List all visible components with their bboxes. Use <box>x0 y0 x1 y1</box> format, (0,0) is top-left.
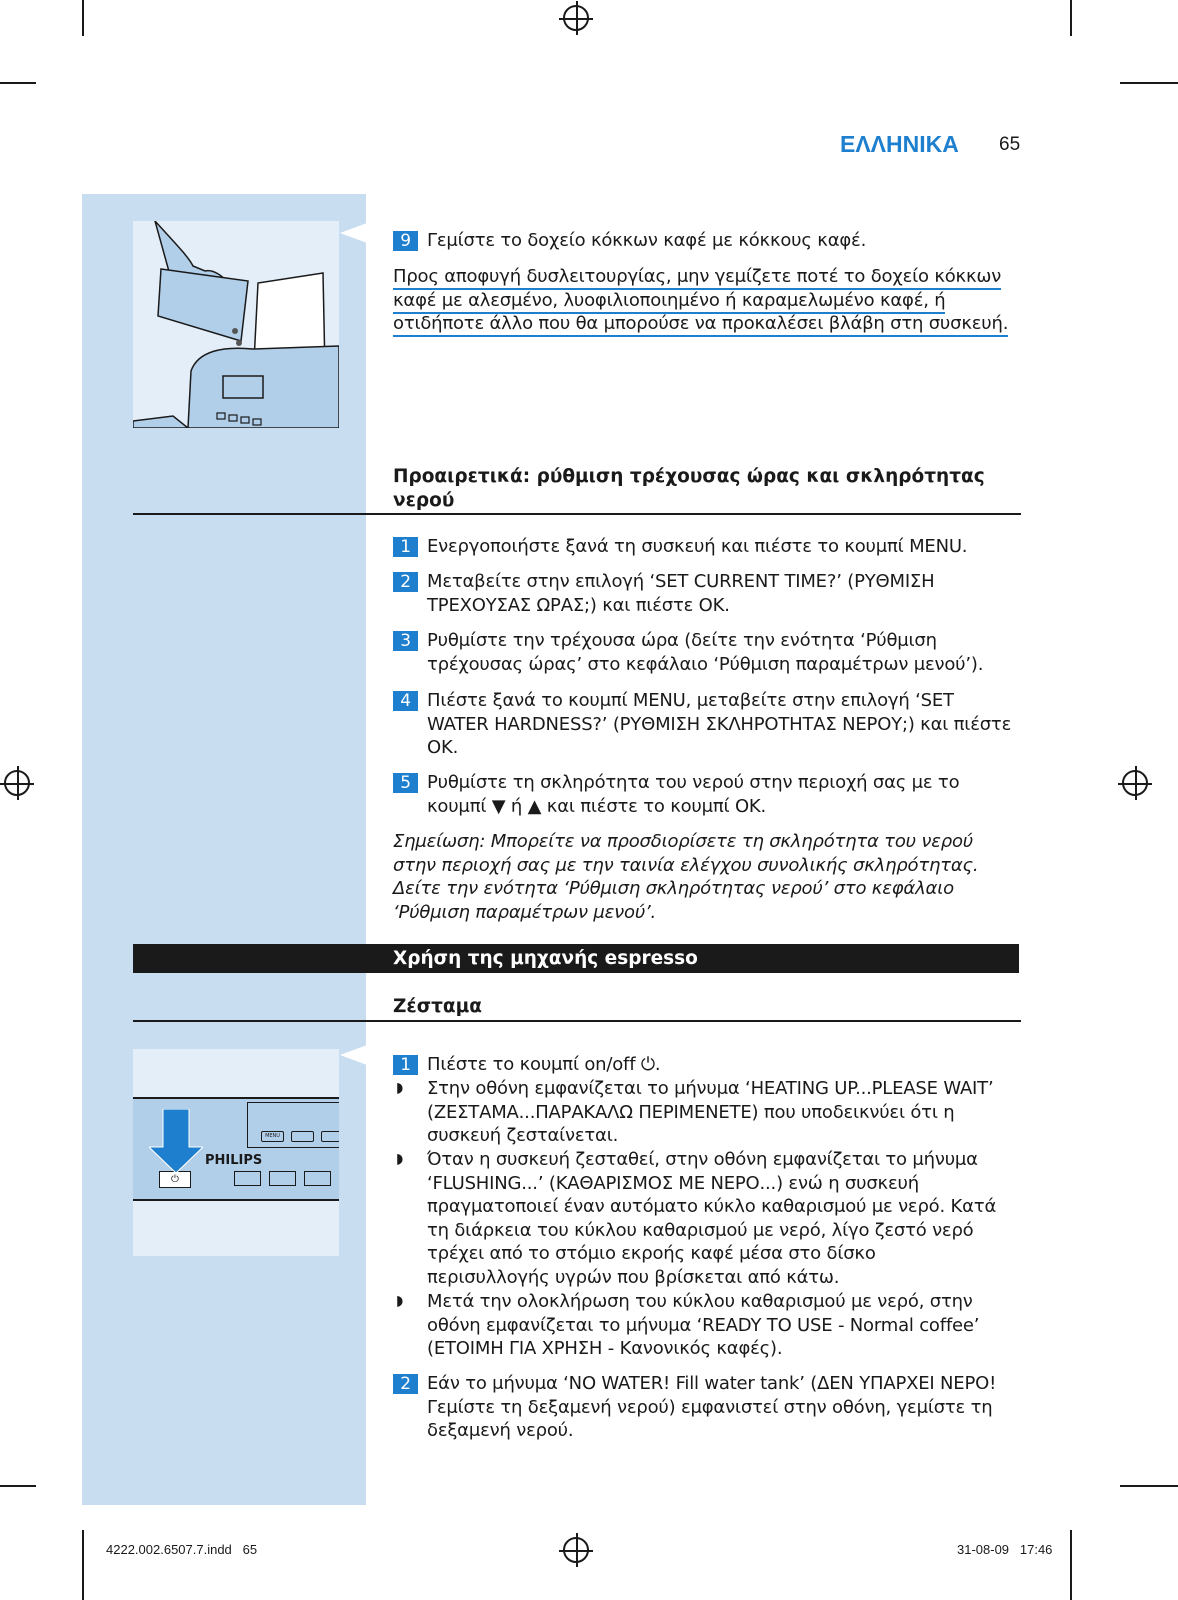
step-3 <box>393 629 1013 676</box>
crop-mark <box>1070 1530 1072 1600</box>
pointer-arrow <box>340 1045 367 1065</box>
note-text: Σημείωση: Μπορείτε να προσδιορίσετε τη σκληρότητα του νερού στην περιοχή σας με την ταινία ελέγχου συνολικής σκληρότητας. Δείτε την ενότητα ‘Ρύθμιση σκληρότητας νερού’ στο κεφάλαιο ‘Ρύθμιση παραμέτρων μενού’. <box>393 831 979 923</box>
registration-mark-icon <box>1122 770 1148 796</box>
step-9 <box>393 229 1023 253</box>
step-number: 2 <box>393 1374 418 1394</box>
step-4 <box>393 689 1018 760</box>
bullet-item <box>393 1290 1003 1361</box>
step-text: Ρυθμίστε τη σκληρότητα του νερού στην περιοχή σας με το κουμπί ▼ ή ▲ και πιέστε το κουμπί OK. <box>427 772 960 817</box>
warning-line: Προς αποφυγή δυσλειτουργίας, μην γεμίζετε ποτέ το δοχείο κόκκων <box>393 266 1001 290</box>
bullet-item <box>393 1148 1003 1289</box>
subsection-heading: Ζέσταμα <box>393 996 482 1017</box>
bullet-text: Στην οθόνη εμφανίζεται το μήνυμα ‘HEATING UP...PLEASE WAIT’ (ΖΕΣΤΑΜΑ...ΠΑΡΑΚΑΛΩ ΠΕΡΙΜΕΝΕΤΕ) που υποδεικνύει ότι η συσκευή ζεσταίνεται. <box>427 1078 994 1146</box>
section-heading: Προαιρετικά: ρύθμιση τρέχουσας ώρας και σκληρότητας νερού <box>393 466 985 511</box>
warning-text <box>393 265 1023 336</box>
divider <box>133 1020 1021 1022</box>
bullet-item <box>393 1077 1003 1148</box>
divider <box>133 513 1021 515</box>
down-arrow-icon <box>149 1109 203 1175</box>
warning-line: οτιδήποτε άλλο που θα μπορούσε να προκαλέσει βλάβη στη συσκευή. <box>393 313 1008 337</box>
crop-mark <box>1070 0 1072 36</box>
step-number: 4 <box>393 691 418 711</box>
illustration-fill-beans <box>133 221 339 428</box>
step-1-heating <box>393 1053 1023 1077</box>
registration-mark-icon <box>4 770 30 796</box>
bullet-text: Όταν η συσκευή ζεσταθεί, στην οθόνη εμφανίζεται το μήνυμα ‘FLUSHING...’ (ΚΑΘΑΡΙΣΜΟΣ ΜΕ ΝΕΡΟ...) ενώ η συσκευή πραγματοποιεί έναν αυτόματο κύκλο καθαρισμού με νερό. Κατά τη διάρκεια του κύκλου καθαρισμού με νερό, λίγο ζεστό νερό τρέχει από το στόμιο εκροής καφέ μέσα στο δίσκο περισυλλογής υγρών που βρίσκεται από κάτω. <box>427 1149 997 1288</box>
up-button <box>321 1131 339 1142</box>
step-text: Πιέστε το κουμπί on/off ⏻. <box>427 1054 661 1075</box>
language-label: ΕΛΛΗΝΙΚΑ <box>840 131 959 157</box>
registration-mark-icon <box>563 5 589 31</box>
step-text: Ενεργοποιήστε ξανά τη συσκευή και πιέστε το κουμπί MENU. <box>427 536 968 557</box>
step-number: 9 <box>393 231 418 251</box>
section-title: Χρήση της μηχανής espresso <box>393 948 698 969</box>
bullet-text: Μετά την ολοκλήρωση του κύκλου καθαρισμού με νερό, στην οθόνη εμφανίζεται το μήνυμα ‘READY TO USE - Normal coffee’ (ΕΤΟΙΜΗ ΓΙΑ ΧΡΗΣΗ - Κανονικός καφές). <box>427 1291 980 1359</box>
crop-mark <box>0 1485 36 1487</box>
coffee-bean-hopper-illustration <box>133 221 339 428</box>
step-text: Ρυθμίστε την τρέχουσα ώρα (δείτε την ενότητα ‘Ρύθμιση τρέχουσας ώρας’ στο κεφάλαιο ‘Ρύθμιση παραμέτρων μενού’). <box>427 630 984 675</box>
pointer-arrow <box>340 223 367 243</box>
crop-mark <box>1120 1485 1178 1487</box>
step-number: 1 <box>393 1055 418 1075</box>
strength-button <box>234 1171 261 1186</box>
step-5 <box>393 771 993 818</box>
menu-button: MENU <box>261 1131 284 1142</box>
step-number: 1 <box>393 537 418 557</box>
power-icon: ⏻ <box>159 1171 191 1188</box>
cup-button <box>269 1171 296 1186</box>
step-number: 5 <box>393 773 418 793</box>
illustration-power-button <box>133 1049 339 1256</box>
bullet-icon: ◗ <box>396 1080 404 1096</box>
step-text: Πιέστε ξανά το κουμπί MENU, μεταβείτε στην επιλογή ‘SET WATER HARDNESS?’ (ΡΥΘΜΙΣΗ ΣΚΛΗΡΟΤΗΤΑΣ ΝΕΡΟΥ;) και πιέστε OK. <box>427 690 1012 758</box>
step-text: Γεμίστε το δοχείο κόκκων καφέ με κόκκους καφέ. <box>427 230 867 251</box>
registration-mark-icon <box>563 1537 589 1563</box>
page-number: 65 <box>999 134 1021 155</box>
step-1 <box>393 535 1023 559</box>
section-title-bar <box>133 944 1019 973</box>
footer-date: 31-08-09 17:46 <box>957 1542 1053 1557</box>
bullet-icon: ◗ <box>396 1293 404 1309</box>
bullet-icon: ◗ <box>396 1151 404 1167</box>
cup-button <box>304 1171 331 1186</box>
warning-line: καφέ με αλεσμένο, λυοφιλιοποιημένο ή καραμελωμένο καφέ, ή <box>393 290 945 314</box>
step-2 <box>393 570 993 617</box>
crop-mark <box>82 1530 84 1600</box>
step-text: Μεταβείτε στην επιλογή ‘SET CURRENT TIME?’ (ΡΥΘΜΙΣΗ ΤΡΕΧΟΥΣΑΣ ΩΡΑΣ;) και πιέστε OK. <box>427 571 935 616</box>
footer-file: 4222.002.6507.7.indd 65 <box>106 1542 258 1557</box>
step-text: Εάν το μήνυμα ‘NO WATER! Fill water tank’ (ΔΕΝ ΥΠΑΡΧΕΙ ΝΕΡΟ! Γεμίστε τη δεξαμενή νερού) εμφανιστεί στην οθόνη, γεμίστε τη δεξαμενή νερού. <box>427 1373 997 1441</box>
crop-mark <box>0 82 36 84</box>
step-number: 3 <box>393 631 418 651</box>
down-button <box>291 1131 314 1142</box>
brand-logo: PHILIPS <box>205 1153 263 1168</box>
step-number: 2 <box>393 572 418 592</box>
crop-mark <box>82 0 84 36</box>
crop-mark <box>1120 82 1178 84</box>
step-2-heating <box>393 1372 1023 1443</box>
